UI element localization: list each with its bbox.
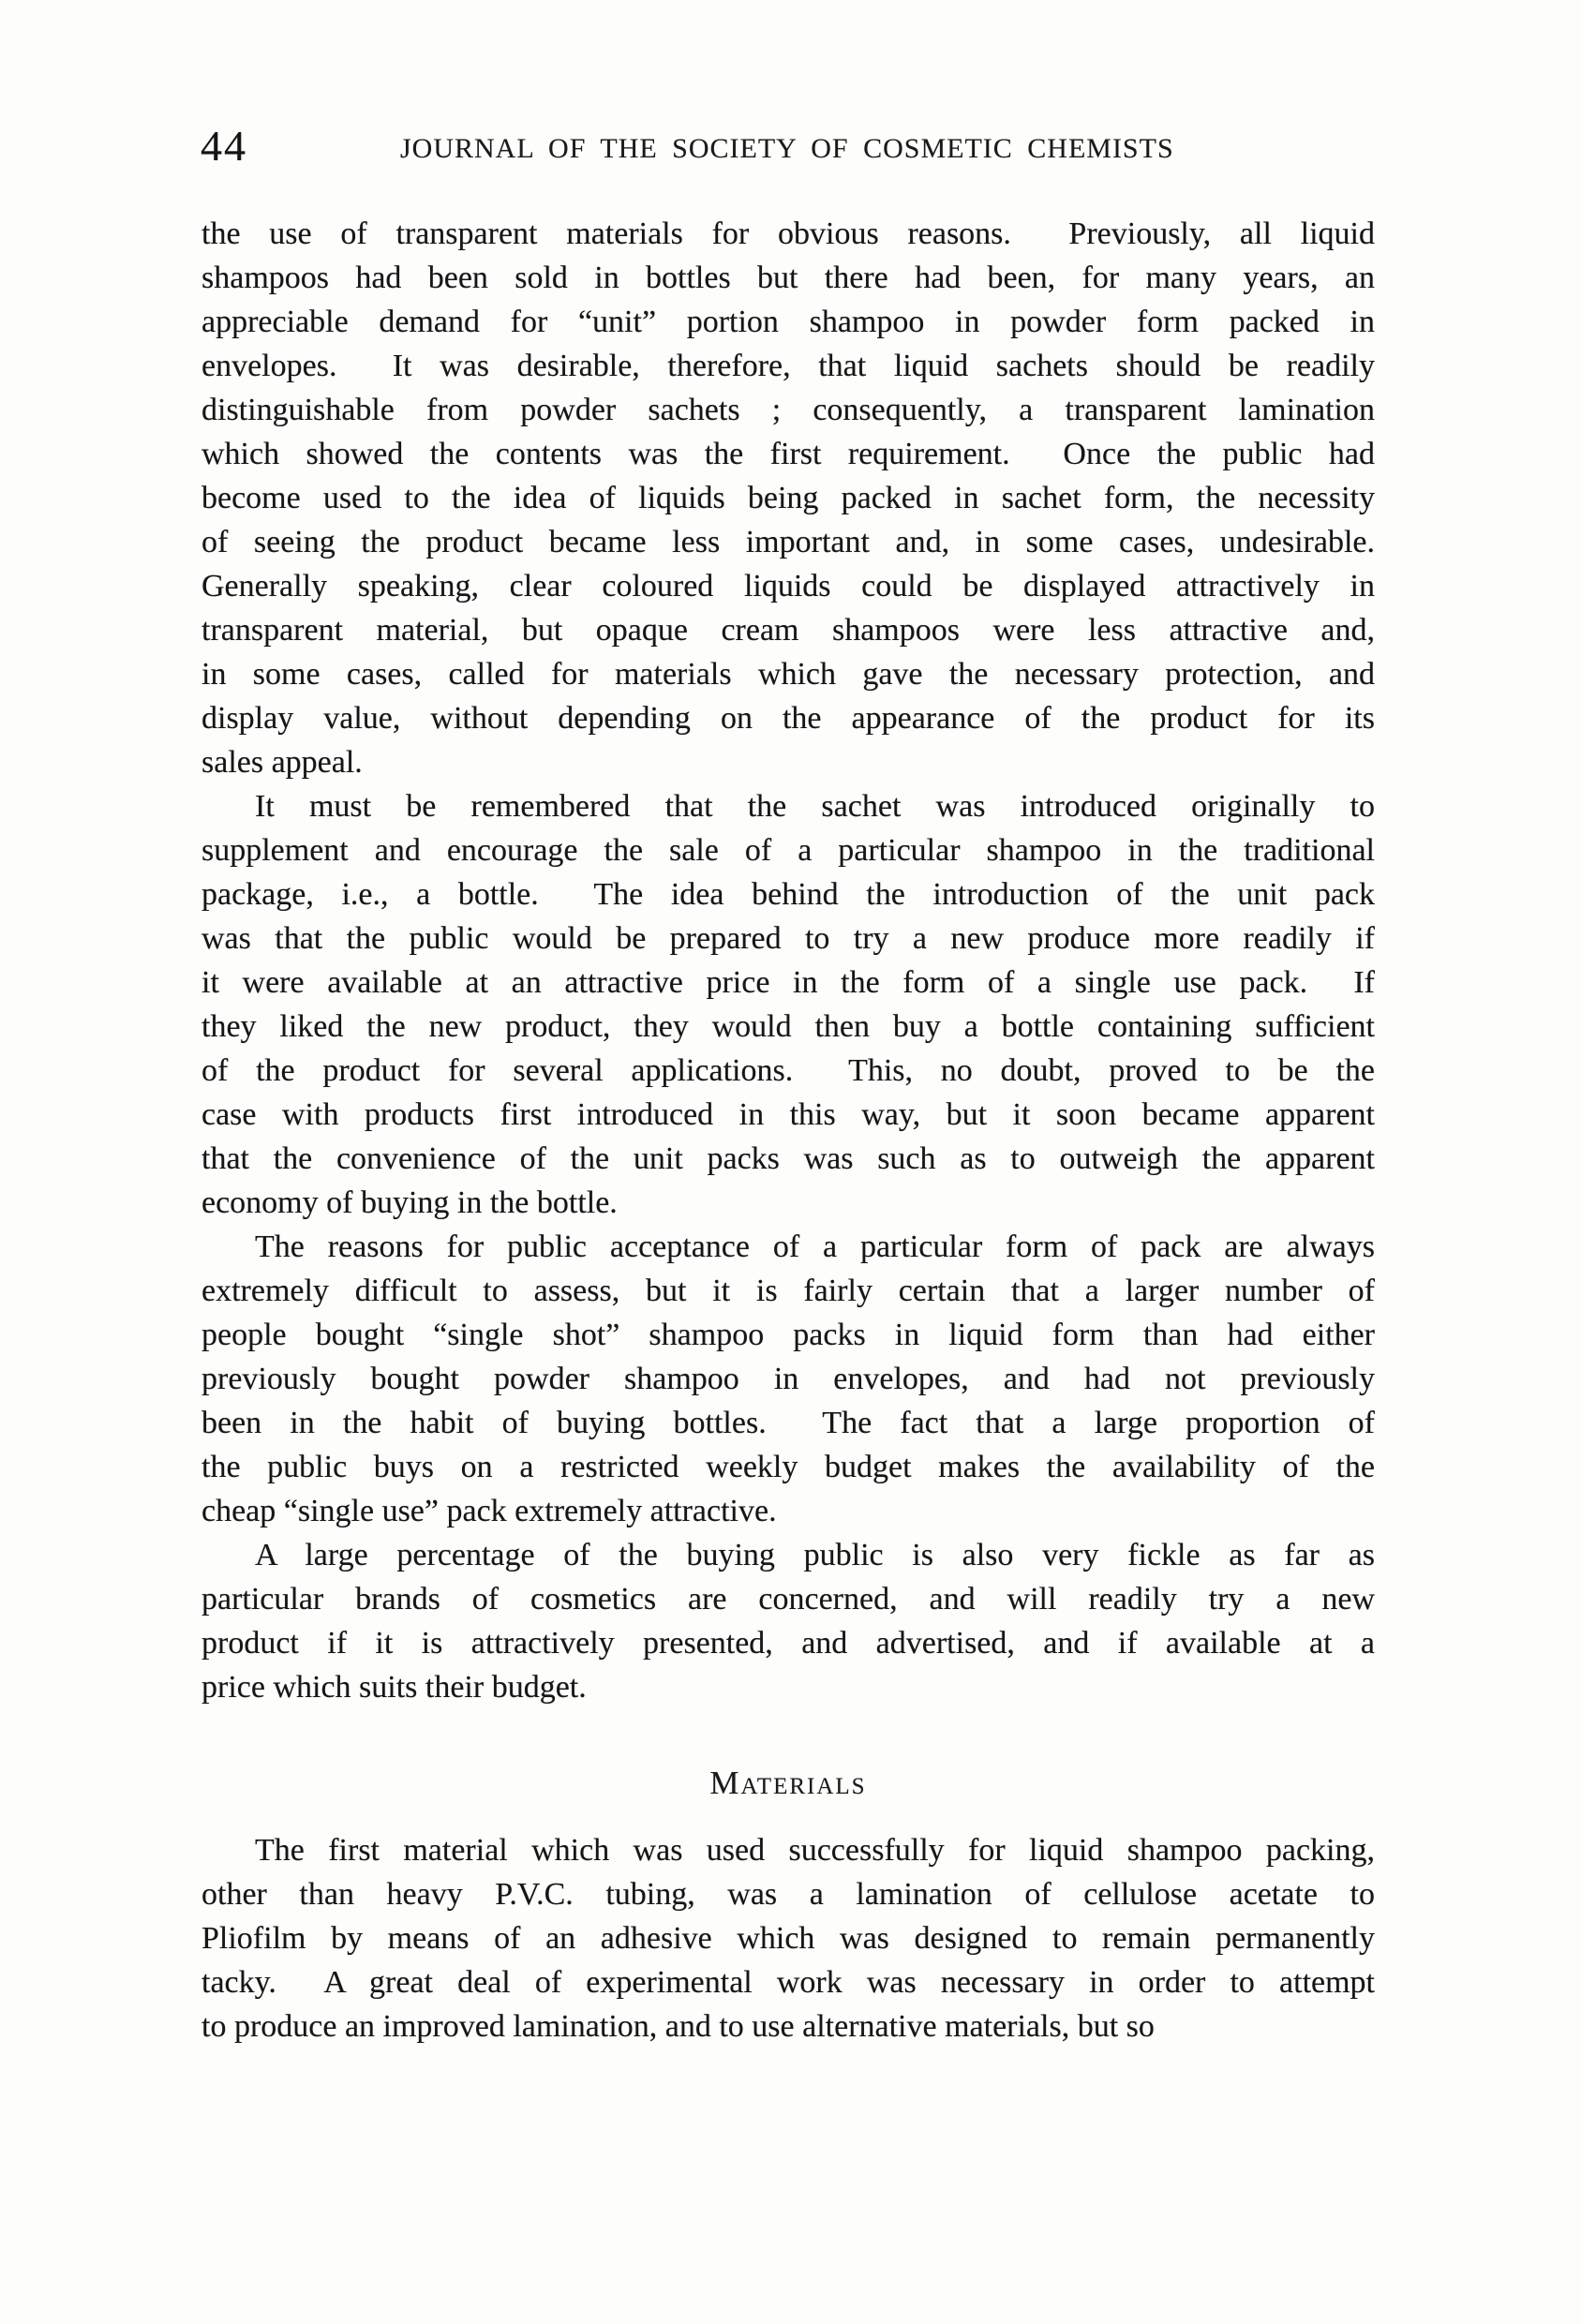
text-line: supplement and encourage the sale of a particular shampoo in the traditional xyxy=(201,833,1375,868)
text-line: case with products first introduced in this way, but it soon became apparent xyxy=(201,1097,1375,1132)
text-line: was that the public would be prepared to try a new produce more readily if xyxy=(201,921,1375,956)
text-line: A large percentage of the buying public is also very fickle as far as xyxy=(255,1538,1375,1572)
text-line: The reasons for public acceptance of a particular form of pack are always xyxy=(255,1229,1375,1264)
text-line: been in the habit of buying bottles. The fact that a large proportion of xyxy=(201,1406,1375,1440)
text-line: appreciable demand for “unit” portion shampoo in powder form packed in xyxy=(201,305,1375,339)
text-line: of the product for several applications. This, no doubt, proved to be the xyxy=(201,1053,1375,1088)
page-number: 44 xyxy=(201,122,247,170)
running-title: JOURNAL OF THE SOCIETY OF COSMETIC CHEMISTS xyxy=(400,133,1174,164)
text-line: which showed the contents was the first requirement. Once the public had xyxy=(201,437,1375,471)
text-line: It must be remembered that the sachet was introduced originally to xyxy=(255,789,1375,824)
text-line: transparent material, but opaque cream shampoos were less attractive and, xyxy=(201,613,1375,648)
text-line: sales appeal. xyxy=(201,745,363,780)
text-line: shampoos had been sold in bottles but there had been, for many years, an xyxy=(201,261,1375,295)
text-line: particular brands of cosmetics are concerned, and will readily try a new xyxy=(201,1582,1375,1616)
article-body xyxy=(201,212,1375,2048)
text-line: envelopes. It was desirable, therefore, that liquid sachets should be readily xyxy=(201,349,1375,383)
text-line: economy of buying in the bottle. xyxy=(201,1185,618,1220)
text-line: previously bought powder shampoo in envelopes, and had not previously xyxy=(201,1362,1375,1396)
text-line: become used to the idea of liquids being packed in sachet form, the necessity xyxy=(201,481,1375,515)
paragraph xyxy=(201,1828,1375,2048)
paragraph xyxy=(201,1533,1375,1709)
text-line: they liked the new product, they would then buy a bottle containing sufficient xyxy=(201,1009,1375,1044)
text-line: that the convenience of the unit packs was such as to outweigh the apparent xyxy=(201,1141,1375,1176)
text-line: to produce an improved lamination, and to use alternative materials, but so xyxy=(201,2009,1155,2044)
text-line: cheap “single use” pack extremely attractive. xyxy=(201,1494,777,1528)
text-line: display value, without depending on the appearance of the product for its xyxy=(201,701,1375,736)
text-line: extremely difficult to assess, but it is fairly certain that a larger number of xyxy=(201,1274,1375,1308)
text-line: Pliofilm by means of an adhesive which was designed to remain permanently xyxy=(201,1921,1375,1956)
text-line: people bought “single shot” shampoo packs in liquid form than had either xyxy=(201,1318,1375,1352)
text-line: distinguishable from powder sachets ; consequently, a transparent lamination xyxy=(201,393,1375,427)
text-line: Generally speaking, clear coloured liquids could be displayed attractively in xyxy=(201,569,1375,603)
text-line: The first material which was used successfully for liquid shampoo packing, xyxy=(255,1833,1375,1868)
section-heading: Materials xyxy=(709,1765,867,1801)
paragraph xyxy=(201,1225,1375,1533)
text-line: other than heavy P.V.C. tubing, was a lamination of cellulose acetate to xyxy=(201,1877,1375,1912)
text-line: the use of transparent materials for obvious reasons. Previously, all liquid xyxy=(201,216,1375,251)
text-line: package, i.e., a bottle. The idea behind the introduction of the unit pack xyxy=(201,877,1375,912)
text-line: product if it is attractively presented, and advertised, and if available at a xyxy=(201,1626,1375,1661)
text-line: of seeing the product became less important and, in some cases, undesirable. xyxy=(201,525,1375,559)
paragraph xyxy=(201,212,1375,784)
text-line: in some cases, called for materials which gave the necessary protection, and xyxy=(201,657,1375,692)
paragraph xyxy=(201,784,1375,1225)
text-line: it were available at an attractive price in the form of a single use pack. If xyxy=(201,965,1375,1000)
text-line: tacky. A great deal of experimental work was necessary in order to attempt xyxy=(201,1965,1375,2000)
text-line: price which suits their budget. xyxy=(201,1670,587,1705)
text-line: the public buys on a restricted weekly budget makes the availability of the xyxy=(201,1450,1375,1484)
